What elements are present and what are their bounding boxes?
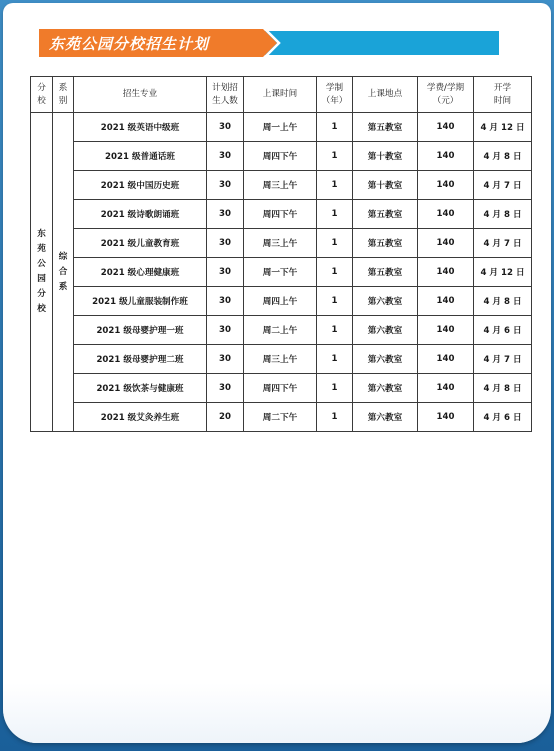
cell-fee: 140 bbox=[418, 113, 474, 142]
cell-fee: 140 bbox=[418, 287, 474, 316]
cell-time: 周四下午 bbox=[244, 374, 317, 403]
cell-fee: 140 bbox=[418, 345, 474, 374]
cell-location: 第五教室 bbox=[353, 258, 418, 287]
header-start-date: 开学时间 bbox=[474, 77, 532, 113]
header-major: 招生专业 bbox=[74, 77, 207, 113]
cell-major: 2021 级心理健康班 bbox=[74, 258, 207, 287]
banner-blue-bar bbox=[265, 31, 499, 55]
cell-years: 1 bbox=[317, 287, 353, 316]
cell-fee: 140 bbox=[418, 316, 474, 345]
header-plan-count: 计划招生人数 bbox=[207, 77, 244, 113]
cell-start-date: 4 月 7 日 bbox=[474, 171, 532, 200]
title-banner bbox=[39, 29, 499, 57]
cell-fee: 140 bbox=[418, 200, 474, 229]
cell-location: 第十教室 bbox=[353, 171, 418, 200]
cell-count: 30 bbox=[207, 258, 244, 287]
cell-location: 第十教室 bbox=[353, 142, 418, 171]
cell-time: 周三上午 bbox=[244, 229, 317, 258]
cell-location: 第五教室 bbox=[353, 229, 418, 258]
table-row bbox=[31, 403, 532, 432]
table-row bbox=[31, 316, 532, 345]
cell-fee: 140 bbox=[418, 374, 474, 403]
cell-start-date: 4 月 7 日 bbox=[474, 229, 532, 258]
table-row bbox=[31, 200, 532, 229]
cell-years: 1 bbox=[317, 258, 353, 287]
cell-count: 30 bbox=[207, 171, 244, 200]
cell-years: 1 bbox=[317, 113, 353, 142]
cell-start-date: 4 月 8 日 bbox=[474, 200, 532, 229]
header-branch: 分校 bbox=[31, 77, 53, 113]
cell-major: 2021 级中国历史班 bbox=[74, 171, 207, 200]
header-dept: 系别 bbox=[53, 77, 74, 113]
table-header-row bbox=[31, 77, 532, 113]
cell-count: 30 bbox=[207, 113, 244, 142]
cell-fee: 140 bbox=[418, 258, 474, 287]
cell-years: 1 bbox=[317, 142, 353, 171]
cell-major: 2021 级英语中级班 bbox=[74, 113, 207, 142]
cell-start-date: 4 月 6 日 bbox=[474, 403, 532, 432]
cell-location: 第五教室 bbox=[353, 200, 418, 229]
cell-time: 周四下午 bbox=[244, 142, 317, 171]
cell-branch: 东苑公园分校 bbox=[31, 113, 53, 432]
cell-time: 周四下午 bbox=[244, 200, 317, 229]
cell-years: 1 bbox=[317, 374, 353, 403]
cell-count: 30 bbox=[207, 374, 244, 403]
page-bottom-shade bbox=[3, 683, 551, 743]
table-row bbox=[31, 258, 532, 287]
cell-location: 第六教室 bbox=[353, 345, 418, 374]
cell-location: 第六教室 bbox=[353, 287, 418, 316]
document-page bbox=[3, 3, 551, 743]
cell-count: 30 bbox=[207, 287, 244, 316]
cell-count: 30 bbox=[207, 142, 244, 171]
cell-start-date: 4 月 6 日 bbox=[474, 316, 532, 345]
cell-count: 20 bbox=[207, 403, 244, 432]
cell-time: 周一下午 bbox=[244, 258, 317, 287]
cell-major: 2021 级艾灸养生班 bbox=[74, 403, 207, 432]
cell-start-date: 4 月 8 日 bbox=[474, 287, 532, 316]
cell-major: 2021 级诗歌朗诵班 bbox=[74, 200, 207, 229]
table-row bbox=[31, 171, 532, 200]
cell-time: 周三上午 bbox=[244, 345, 317, 374]
cell-years: 1 bbox=[317, 316, 353, 345]
table-row bbox=[31, 142, 532, 171]
cell-start-date: 4 月 12 日 bbox=[474, 258, 532, 287]
cell-time: 周一上午 bbox=[244, 113, 317, 142]
cell-major: 2021 级饮茶与健康班 bbox=[74, 374, 207, 403]
cell-start-date: 4 月 12 日 bbox=[474, 113, 532, 142]
cell-time: 周二上午 bbox=[244, 316, 317, 345]
cell-fee: 140 bbox=[418, 171, 474, 200]
cell-start-date: 4 月 7 日 bbox=[474, 345, 532, 374]
header-fee: 学费/学期（元） bbox=[418, 77, 474, 113]
cell-count: 30 bbox=[207, 345, 244, 374]
header-location: 上课地点 bbox=[353, 77, 418, 113]
cell-years: 1 bbox=[317, 403, 353, 432]
cell-major: 2021 级母婴护理一班 bbox=[74, 316, 207, 345]
cell-years: 1 bbox=[317, 229, 353, 258]
cell-time: 周四上午 bbox=[244, 287, 317, 316]
page-title: 东苑公园分校招生计划 bbox=[49, 35, 210, 53]
cell-major: 2021 级母婴护理二班 bbox=[74, 345, 207, 374]
table-row bbox=[31, 113, 532, 142]
header-years: 学制（年） bbox=[317, 77, 353, 113]
table-row bbox=[31, 374, 532, 403]
table-row bbox=[31, 345, 532, 374]
cell-dept: 综合系 bbox=[53, 113, 74, 432]
cell-fee: 140 bbox=[418, 142, 474, 171]
table-row bbox=[31, 287, 532, 316]
cell-start-date: 4 月 8 日 bbox=[474, 374, 532, 403]
enrollment-table bbox=[30, 76, 532, 432]
cell-time: 周二下午 bbox=[244, 403, 317, 432]
cell-start-date: 4 月 8 日 bbox=[474, 142, 532, 171]
cell-major: 2021 级普通话班 bbox=[74, 142, 207, 171]
cell-count: 30 bbox=[207, 316, 244, 345]
cell-location: 第六教室 bbox=[353, 403, 418, 432]
cell-location: 第六教室 bbox=[353, 316, 418, 345]
cell-count: 30 bbox=[207, 200, 244, 229]
cell-fee: 140 bbox=[418, 229, 474, 258]
cell-years: 1 bbox=[317, 200, 353, 229]
cell-time: 周三上午 bbox=[244, 171, 317, 200]
cell-major: 2021 级儿童服装制作班 bbox=[74, 287, 207, 316]
cell-years: 1 bbox=[317, 345, 353, 374]
table-row bbox=[31, 229, 532, 258]
cell-major: 2021 级儿童教育班 bbox=[74, 229, 207, 258]
cell-count: 30 bbox=[207, 229, 244, 258]
cell-location: 第五教室 bbox=[353, 113, 418, 142]
cell-location: 第六教室 bbox=[353, 374, 418, 403]
header-class-time: 上课时间 bbox=[244, 77, 317, 113]
cell-years: 1 bbox=[317, 171, 353, 200]
cell-fee: 140 bbox=[418, 403, 474, 432]
